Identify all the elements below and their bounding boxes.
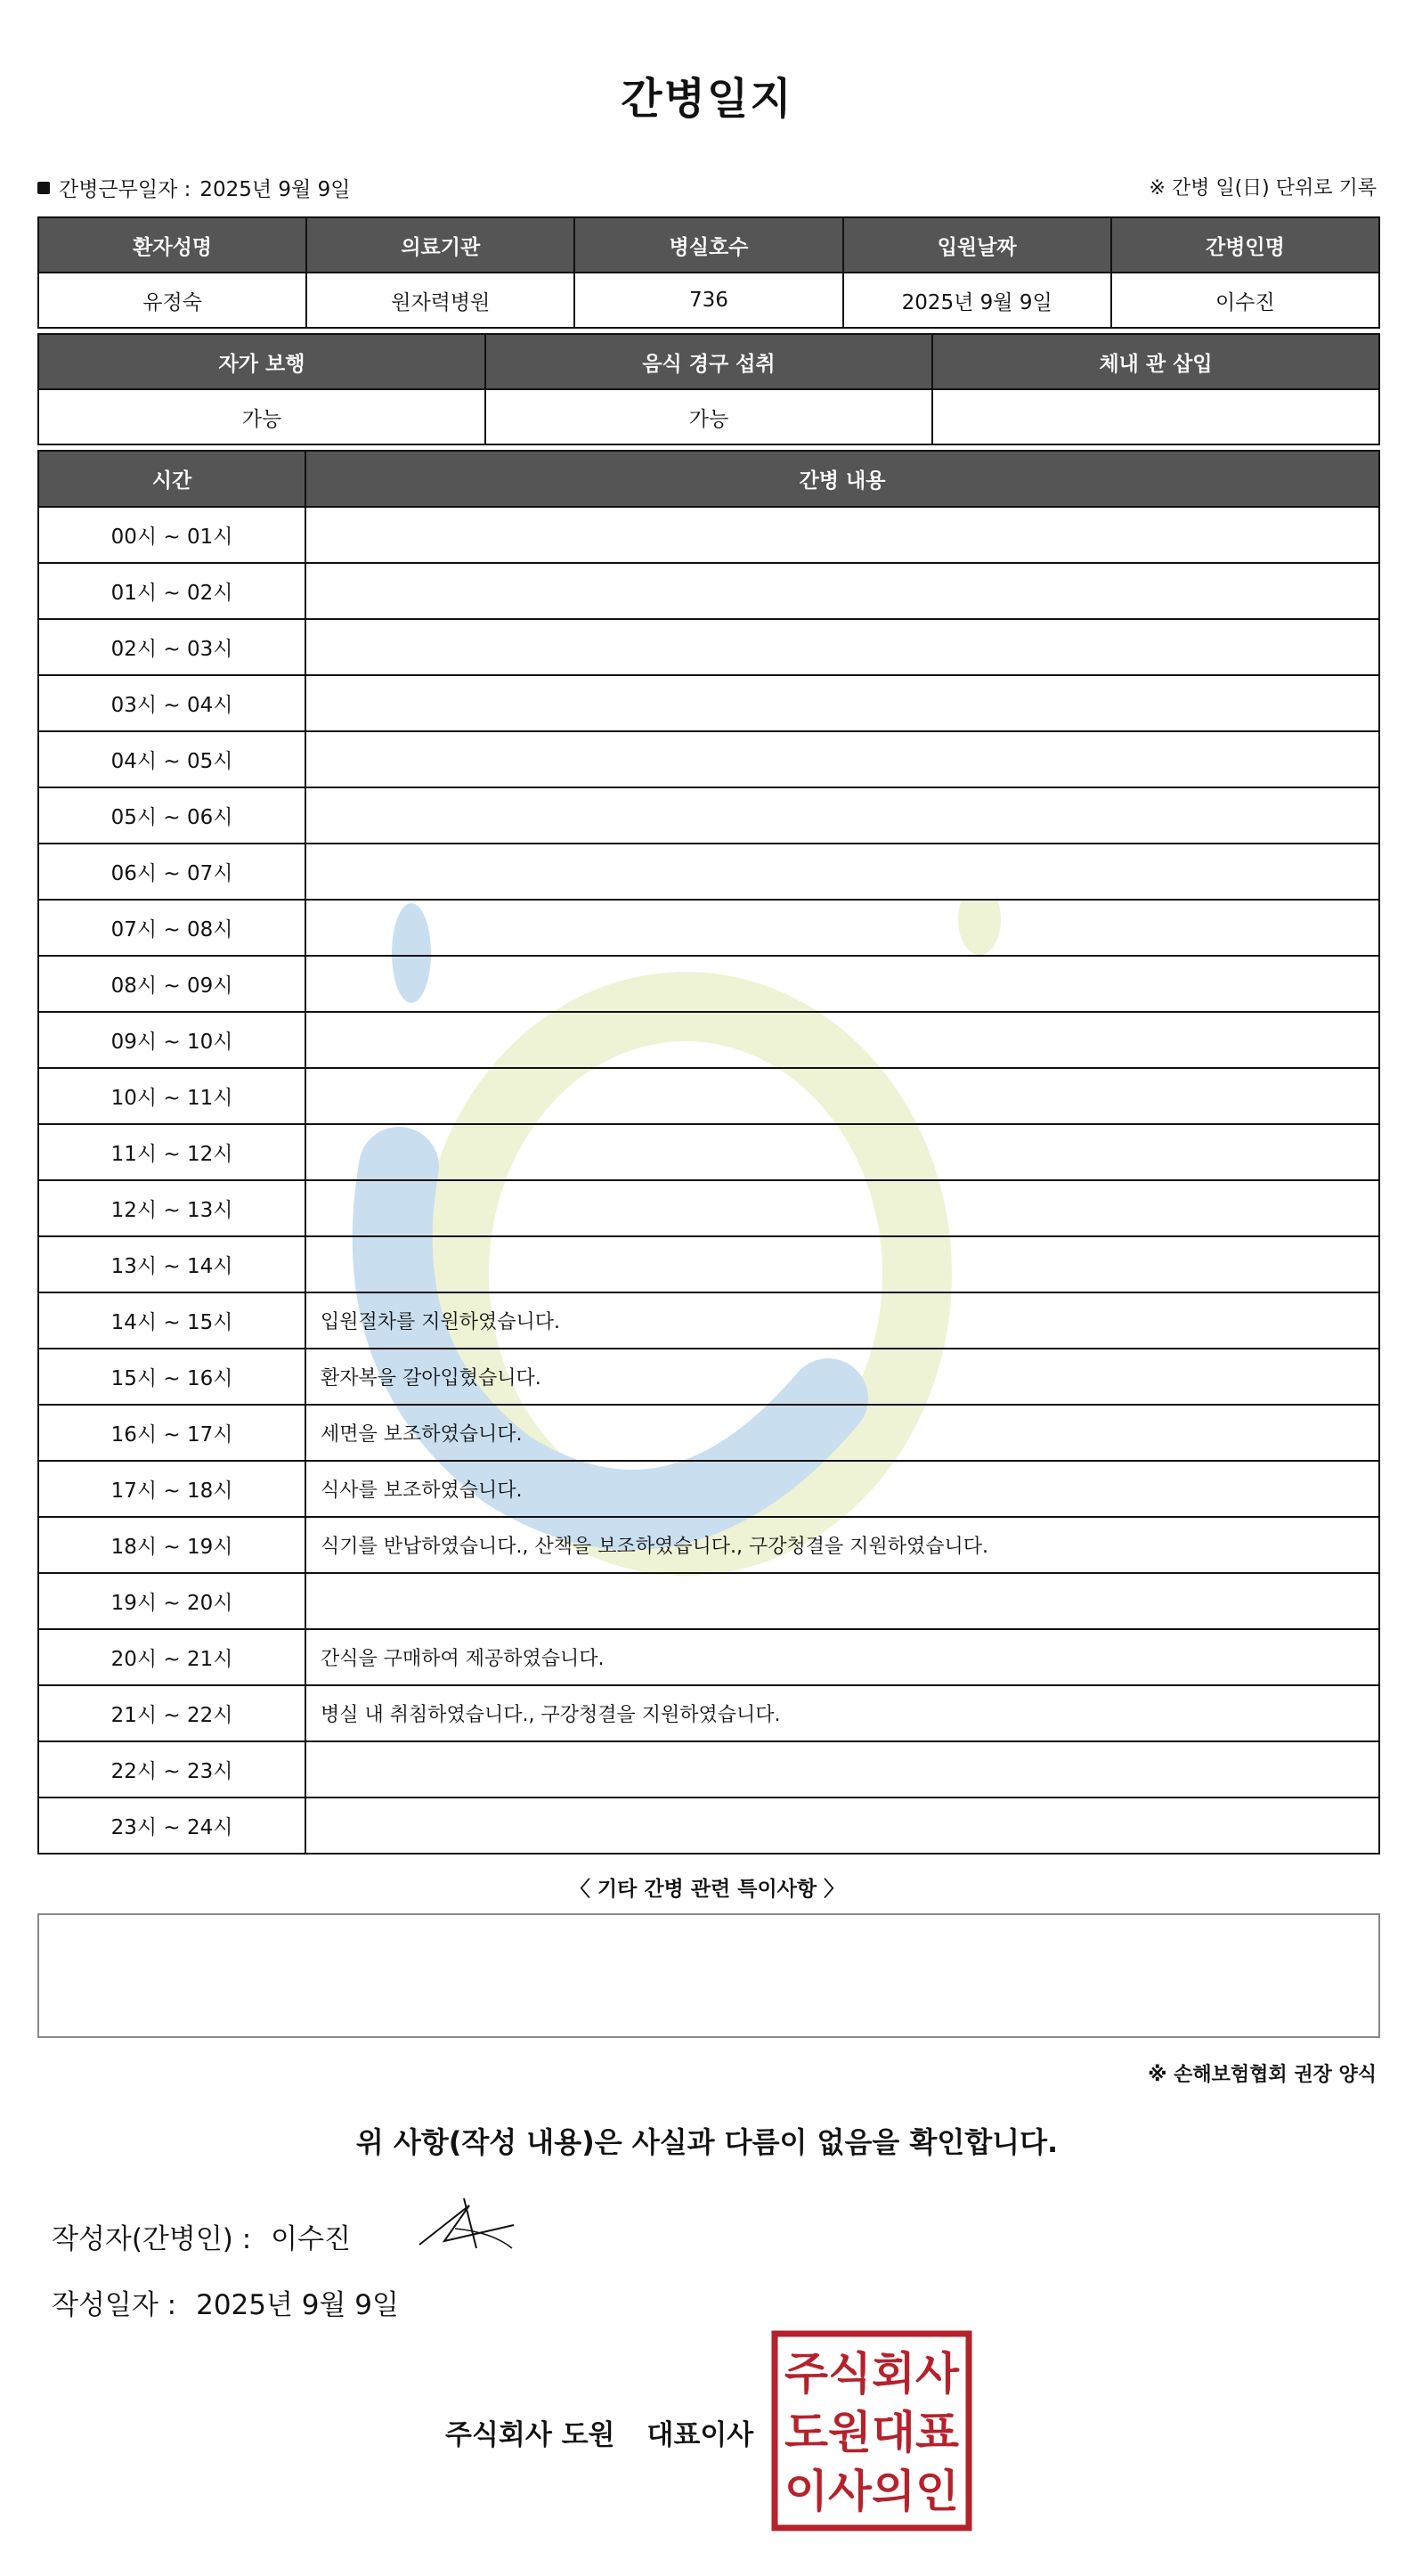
- log-content: [305, 1124, 1379, 1180]
- status-walking: 가능: [38, 389, 485, 444]
- log-row: [38, 1180, 1379, 1236]
- log-time: 11시 ~ 12시: [38, 1124, 305, 1180]
- seal-text-line: 주식회사: [784, 2348, 960, 2400]
- log-time: 06시 ~ 07시: [38, 844, 305, 900]
- patient-info-table: [37, 216, 1380, 329]
- log-time: 03시 ~ 04시: [38, 675, 305, 731]
- log-header-time: 시간: [38, 451, 305, 507]
- log-time: 10시 ~ 11시: [38, 1068, 305, 1124]
- log-time: 23시 ~ 24시: [38, 1797, 305, 1854]
- writer-name: 이수진: [271, 2223, 352, 2255]
- log-time: 04시 ~ 05시: [38, 731, 305, 787]
- log-time: 14시 ~ 15시: [38, 1292, 305, 1349]
- log-content: 입원절차를 지원하였습니다.: [305, 1292, 1379, 1349]
- log-time: 20시 ~ 21시: [38, 1629, 305, 1685]
- log-time: 16시 ~ 17시: [38, 1405, 305, 1461]
- log-row: [38, 1236, 1379, 1292]
- status-oral-intake: 가능: [485, 389, 932, 444]
- log-content: 환자복을 갈아입혔습니다.: [305, 1349, 1379, 1405]
- log-content: [305, 900, 1379, 956]
- log-row: [38, 563, 1379, 619]
- log-content: 식기를 반납하였습니다., 산책을 보조하였습니다., 구강청결을 지원하였습니다.: [305, 1517, 1379, 1573]
- write-date-line: [52, 2282, 399, 2322]
- log-row: [38, 1461, 1379, 1517]
- patient-header-hospital: 의료기관: [306, 217, 574, 273]
- company-seal: [771, 2330, 972, 2531]
- log-content: [305, 1797, 1379, 1854]
- writer-line: [52, 2216, 351, 2256]
- log-row: [38, 900, 1379, 956]
- log-content: [305, 956, 1379, 1012]
- log-time: 08시 ~ 09시: [38, 956, 305, 1012]
- log-row: [38, 844, 1379, 900]
- log-time: 09시 ~ 10시: [38, 1012, 305, 1068]
- patient-name: 유정숙: [38, 273, 306, 328]
- patient-header-caregiver: 간병인명: [1111, 217, 1379, 273]
- log-content: 세면을 보조하였습니다.: [305, 1405, 1379, 1461]
- write-date-label: 작성일자 :: [52, 2289, 177, 2321]
- remarks-title: 〈 기타 간병 관련 특이사항 〉: [569, 1878, 845, 1901]
- log-row: [38, 1292, 1379, 1349]
- log-row: [38, 1124, 1379, 1180]
- admission-date: 2025년 9월 9일: [843, 273, 1111, 328]
- log-content: 간식을 구매하여 제공하였습니다.: [305, 1629, 1379, 1685]
- log-time: 13시 ~ 14시: [38, 1236, 305, 1292]
- company-line: [445, 2412, 753, 2452]
- seal-text-line: 이사의인: [784, 2466, 959, 2517]
- log-row: [38, 731, 1379, 787]
- work-date-value: 2025년 9월 9일: [199, 178, 351, 201]
- hospital-name: 원자력병원: [306, 273, 574, 328]
- patient-status-table: [37, 333, 1380, 445]
- log-time: 01시 ~ 02시: [38, 563, 305, 619]
- log-time: 18시 ~ 19시: [38, 1517, 305, 1573]
- status-header-walking: 자가 보행: [38, 334, 485, 389]
- log-row: [38, 1685, 1379, 1741]
- kidi-note: ※ 손해보험협회 권장 양식: [1148, 2064, 1377, 2086]
- work-date-label: 간병근무일자 :: [59, 178, 191, 201]
- log-row: [38, 1517, 1379, 1573]
- unit-note: ※ 간병 일(日) 단위로 기록: [1149, 177, 1377, 200]
- log-time: 12시 ~ 13시: [38, 1180, 305, 1236]
- log-content: [305, 844, 1379, 900]
- write-date-value: 2025년 9월 9일: [196, 2289, 399, 2321]
- log-row: [38, 507, 1379, 563]
- log-row: [38, 1068, 1379, 1124]
- log-row: [38, 619, 1379, 675]
- log-time: 22시 ~ 23시: [38, 1741, 305, 1797]
- seal-text-line: 도원대표: [784, 2407, 960, 2458]
- writer-label: 작성자(간병인) :: [52, 2223, 252, 2255]
- log-time: 07시 ~ 08시: [38, 900, 305, 956]
- patient-header-name: 환자성명: [38, 217, 306, 273]
- confirm-statement: 위 사항(작성 내용)은 사실과 다름이 없음을 확인합니다.: [355, 2125, 1059, 2159]
- log-content: [305, 1180, 1379, 1236]
- log-row: [38, 1012, 1379, 1068]
- work-date: [37, 173, 350, 202]
- log-row: [38, 1349, 1379, 1405]
- log-content: [305, 1573, 1379, 1629]
- signature: [414, 2193, 521, 2257]
- room-number: 736: [574, 273, 842, 328]
- log-content: 식사를 보조하였습니다.: [305, 1461, 1379, 1517]
- log-content: [305, 507, 1379, 563]
- document-title: 간병일지: [621, 74, 793, 124]
- status-header-tube: 체내 관 삽입: [932, 334, 1379, 389]
- log-row: [38, 1797, 1379, 1854]
- log-time: 19시 ~ 20시: [38, 1573, 305, 1629]
- log-row: [38, 675, 1379, 731]
- remarks-box: [37, 1913, 1380, 2038]
- log-content: [305, 731, 1379, 787]
- log-row: [38, 956, 1379, 1012]
- company-name: 주식회사 도원: [445, 2419, 615, 2451]
- log-row: [38, 1573, 1379, 1629]
- log-content: [305, 563, 1379, 619]
- status-header-oral-intake: 음식 경구 섭취: [485, 334, 932, 389]
- log-row: [38, 1741, 1379, 1797]
- company-title: 대표이사: [646, 2419, 754, 2451]
- log-content: [305, 1236, 1379, 1292]
- care-log-table: [37, 450, 1380, 1855]
- log-time: 02시 ~ 03시: [38, 619, 305, 675]
- log-content: [305, 787, 1379, 844]
- patient-header-admission: 입원날짜: [843, 217, 1111, 273]
- log-content: [305, 675, 1379, 731]
- log-content: [305, 1068, 1379, 1124]
- care-log-rows: [38, 507, 1379, 1854]
- status-tube: [932, 389, 1379, 444]
- log-time: 00시 ~ 01시: [38, 507, 305, 563]
- log-content: [305, 1741, 1379, 1797]
- log-time: 21시 ~ 22시: [38, 1685, 305, 1741]
- log-time: 15시 ~ 16시: [38, 1349, 305, 1405]
- log-header-content: 간병 내용: [305, 451, 1379, 507]
- patient-header-room: 병실호수: [574, 217, 842, 273]
- log-row: [38, 787, 1379, 844]
- log-content: [305, 619, 1379, 675]
- log-time: 17시 ~ 18시: [38, 1461, 305, 1517]
- log-content: 병실 내 취침하였습니다., 구강청결을 지원하였습니다.: [305, 1685, 1379, 1741]
- log-row: [38, 1405, 1379, 1461]
- log-content: [305, 1012, 1379, 1068]
- caregiver-name: 이수진: [1111, 273, 1379, 328]
- log-row: [38, 1629, 1379, 1685]
- bullet-square-icon: [37, 182, 50, 194]
- log-time: 05시 ~ 06시: [38, 787, 305, 844]
